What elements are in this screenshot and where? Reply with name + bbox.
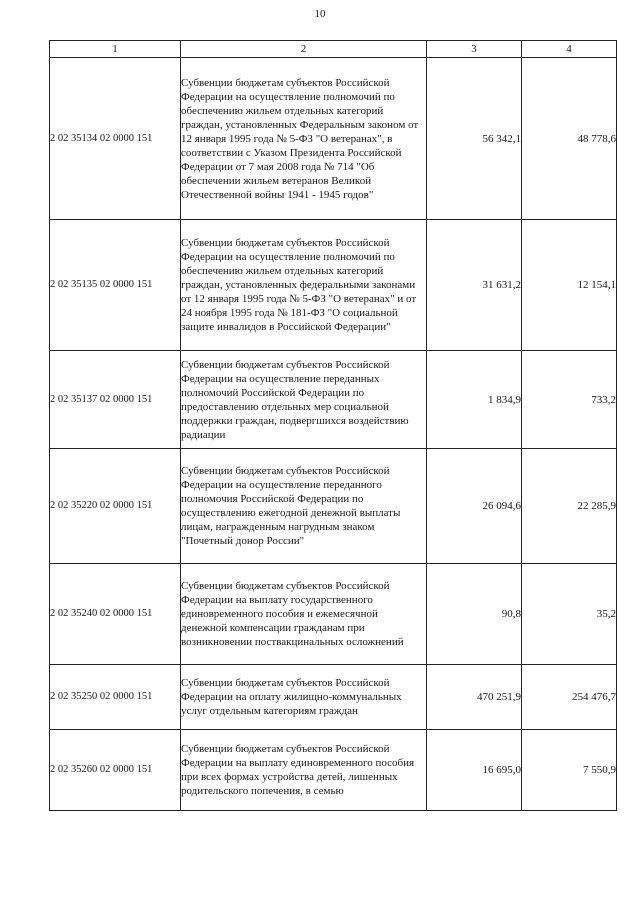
value-col3-cell: 1 834,9 [427,351,522,449]
table-row [50,58,617,220]
budget-code-cell: 2 02 35135 02 0000 151 [50,220,181,351]
page-number: 10 [314,8,326,20]
value-col3-cell: 26 094,6 [427,449,522,564]
value-col3-cell: 56 342,1 [427,58,522,220]
value-col4-cell: 733,2 [522,351,617,449]
value-col4-cell: 7 550,9 [522,730,617,811]
table-row [50,220,617,351]
budget-code-cell: 2 02 35220 02 0000 151 [50,449,181,564]
value-col4-cell: 35,2 [522,564,617,665]
value-col3-cell: 31 631,2 [427,220,522,351]
description-cell: Субвенции бюджетам субъектов Российской Федерации на осуществление переданных полномочий Российской Федерации по предоставлению отдельных мер социальной поддержки граждан, подвергшихся воздействию радиации [181,351,427,449]
value-col4-cell: 12 154,1 [522,220,617,351]
description-cell: Субвенции бюджетам субъектов Российской Федерации на оплату жилищно-коммунальных услуг отдельным категориям граждан [181,665,427,730]
column-header-1: 1 [50,41,181,58]
budget-code-cell: 2 02 35260 02 0000 151 [50,730,181,811]
table-row [50,730,617,811]
description-cell: Субвенции бюджетам субъектов Российской Федерации на осуществление переданного полномочия Российской Федерации по осуществлению ежегодной денежной выплаты лицам, награжденным нагрудным знаком "Почетный донор России" [181,449,427,564]
column-header-3: 3 [427,41,522,58]
table-row [50,665,617,730]
table-header-row [50,41,617,58]
description-cell: Субвенции бюджетам субъектов Российской Федерации на выплату государственного единовременного пособия и ежемесячной денежной компенсации гражданам при возникновении поствакцинальных осложнений [181,564,427,665]
table-row [50,449,617,564]
budget-code-cell: 2 02 35240 02 0000 151 [50,564,181,665]
column-header-2: 2 [181,41,427,58]
value-col4-cell: 254 476,7 [522,665,617,730]
value-col3-cell: 16 695,0 [427,730,522,811]
value-col4-cell: 48 778,6 [522,58,617,220]
column-header-4: 4 [522,41,617,58]
budget-code-cell: 2 02 35137 02 0000 151 [50,351,181,449]
budget-code-cell: 2 02 35250 02 0000 151 [50,665,181,730]
value-col4-cell: 22 285,9 [522,449,617,564]
description-cell: Субвенции бюджетам субъектов Российской Федерации на выплату единовременного пособия при всех формах устройства детей, лишенных родительского попечения, в семью [181,730,427,811]
description-cell: Субвенции бюджетам субъектов Российской Федерации на осуществление полномочий по обеспечению жильем отдельных категорий граждан, установленных федеральными законами от 12 января 1995 года № 5-ФЗ "О ветеранах" и от 24 ноября 1995 года № 181-ФЗ "О социальной защите инвалидов в Российской Федерации" [181,220,427,351]
value-col3-cell: 470 251,9 [427,665,522,730]
budget-code-cell: 2 02 35134 02 0000 151 [50,58,181,220]
table-row [50,351,617,449]
value-col3-cell: 90,8 [427,564,522,665]
description-cell: Субвенции бюджетам субъектов Российской Федерации на осуществление полномочий по обеспечению жильем отдельных категорий граждан, установленных Федеральным законом от 12 января 1995 года № 5-ФЗ "О ветеранах", в соответствии с Указом Президента Российской Федерации от 7 мая 2008 года № 714 "Об обеспечении жильем ветеранов Великой Отечественной войны 1941 - 1945 годов" [181,58,427,220]
budget-table [49,40,617,811]
table-row [50,564,617,665]
